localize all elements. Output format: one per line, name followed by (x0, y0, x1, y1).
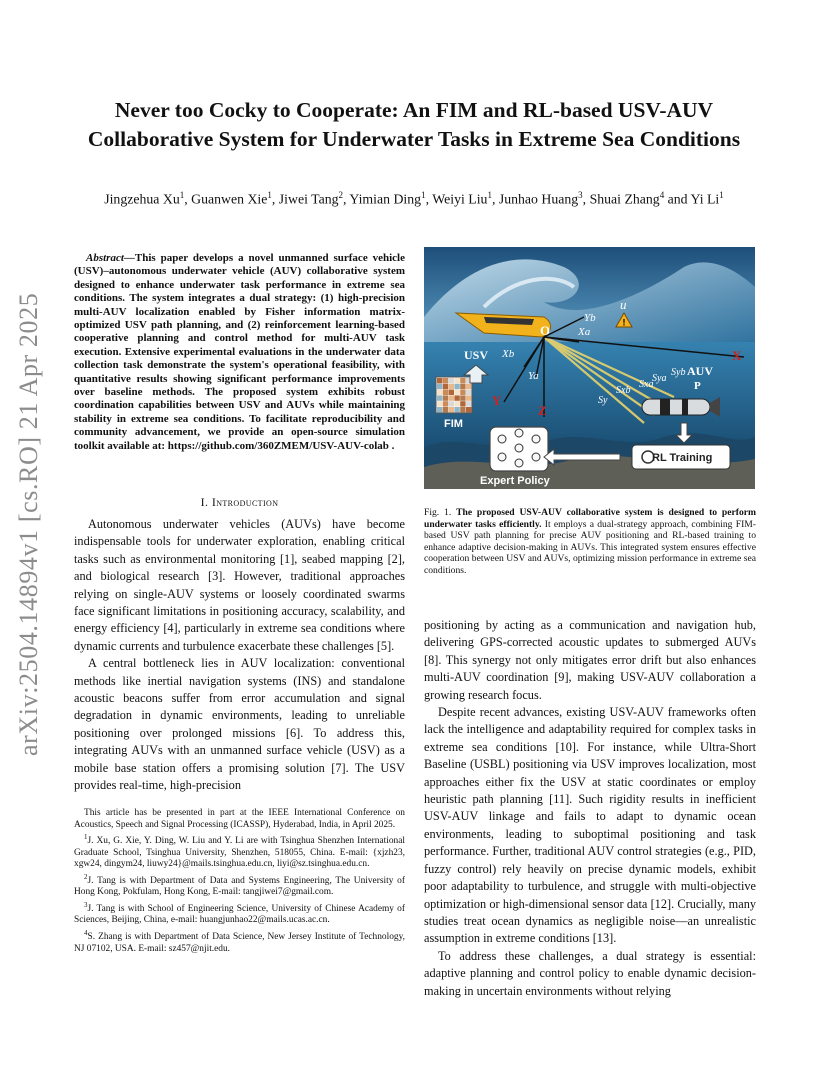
figure-illustration (424, 247, 755, 489)
author-affiliation: 1 (179, 190, 185, 200)
fim-cell (449, 401, 454, 406)
footnote (74, 900, 405, 927)
fim-cell (449, 390, 454, 395)
paper-title: Never too Cocky to Cooperate: An FIM and RL-based USV-AUV Collaborative System for Underwater Tasks in Extreme Sea Conditions (87, 98, 741, 151)
figure-caption (424, 507, 756, 576)
author-affiliation: 1 (719, 190, 724, 200)
xa-label: Xa (578, 326, 591, 338)
fim-cell (454, 395, 459, 400)
fim-cell (454, 401, 459, 406)
figure-1 (424, 247, 755, 489)
yb-label: Yb (584, 312, 596, 324)
author-name: Yi Li (690, 191, 720, 207)
fim-cell (460, 378, 465, 383)
fim-cell (466, 384, 471, 389)
caption-label: Fig. 1. (424, 507, 452, 518)
author-affiliation: 4 (659, 190, 665, 200)
fim-cell (449, 384, 454, 389)
x-axis-label: X (732, 348, 742, 363)
fim-cell (443, 378, 448, 383)
abstract: Abstract—This paper develops a novel unmanned surface vehicle (USV)–autonomous underwater vehicle (AUV) collaborative system designed to enhance underwater task performance in extreme sea conditions. The system integrates a dual strategy: (1) high-precision multi-AUV localization enabled by Fisher information matrix-optimized USV path planning, and (2) reinforcement learning-based cooperative planning and control method for multi-AUV task execution. Extensive experimental evaluations in the underwater data collection task demonstrate the system's operational feasibility, with quantitative results showing significant performance improvements over baseline methods. The proposed system exhibits robust coordination capabilities between USV and AUVs while maintaining stability in extreme sea conditions. To facilitate reproducibility and community advancement, we provide an open-source simulation toolkit available at: https://github.com/360ZMEM/USV-AUV-colab . (74, 252, 405, 452)
footnote-marker: 3 (84, 900, 88, 909)
section-heading (74, 495, 405, 510)
footnote-marker: 2 (84, 872, 88, 881)
rl-training-label: RL Training (652, 452, 713, 464)
footnote (74, 928, 405, 955)
author-name: Weiyi Liu (432, 191, 488, 207)
section-number: I. (200, 495, 209, 509)
expert-policy-label: Expert Policy (480, 475, 550, 487)
fim-cell (466, 395, 471, 400)
fim-cell (437, 384, 442, 389)
fim-cell (460, 390, 465, 395)
author-name: Yimian Ding (349, 191, 422, 207)
author-name: Guanwen Xie (191, 191, 268, 207)
author-affiliation: 1 (421, 190, 426, 200)
fim-cell (466, 390, 471, 395)
fim-cell (443, 384, 448, 389)
footnote-text: J. Tang is with Department of Data and Systems Engineering, The University of Hong Kong, Pokfulam, Hong Kong, E-mail: tangjiwei7@gmail.com. (74, 875, 405, 898)
fim-matrix-icon (436, 377, 472, 413)
fim-cell (443, 401, 448, 406)
fim-cell (466, 407, 471, 412)
paragraph: A central bottleneck lies in AUV localization: conventional methods like inertial navigation systems (INS) and standalone acoustic beacons suffer from error accumulation and signal degradation in dynamic environments, leading to unreliable positioning over prolonged missions [6]. To address this, integrating AUVs with an unmanned surface vehicle (USV) as a mobile base station offers a promising solution [7]. The USV provides real-time, high-precision (74, 656, 405, 793)
s-xa-label: Sxa (639, 379, 654, 390)
caption-bold: The proposed USV-AUV collaborative system is designed to perform underwater tasks efficiently. (424, 507, 756, 530)
auv-label: AUV (687, 364, 713, 378)
fim-cell (449, 395, 454, 400)
footnotes (74, 808, 405, 956)
fim-cell (437, 378, 442, 383)
paragraph: To address these challenges, a dual strategy is essential: adaptive planning and control policy to enable dynamic decision-making in uncertain environments without relying (424, 948, 756, 998)
origin-label: O (540, 323, 551, 338)
author-affiliation: 3 (578, 190, 583, 200)
footnote (74, 872, 405, 899)
caption-text: It employs a dual-strategy approach, combining FIM-based USV path planning for precise AUV positioning and RL-based training to enhance adaptive decision-making in AUVs. This integrated system ensures effective cooperation between USV and AUVs, optimizing mission performance in extreme sea conditions. (424, 518, 756, 576)
fim-cell (443, 407, 448, 412)
abstract-label: Abstract (86, 252, 124, 264)
footnote-text: J. Xu, G. Xie, Y. Ding, W. Liu and Y. Li are with Tsinghua Shenzhen International Graduate School, Tsinghua University, Shenzhen, 518055, China. E-mail: {xjzh23, xgw24, dingym24, liuwy24}@mails.tsinghua.edu.cn, liyi@sz.tsinghua.edu.cn. (74, 836, 405, 870)
fim-cell (454, 378, 459, 383)
abstract-text: This paper develops a novel unmanned surface vehicle (USV)–autonomous underwater vehicle (AUV) collaborative system designed to enhance underwater task performance in extreme sea conditions. The system integrates a dual strategy: (1) high-precision multi-AUV localization enabled by Fisher information matrix-optimized USV path planning, and (2) reinforcement learning-based cooperative planning and control method for multi-AUV task execution. Extensive experimental evaluations in the underwater data collection task demonstrate the system's operational feasibility, with quantitative results showing significant performance improvements over baseline methods. The proposed system exhibits robust coordination capabilities between USV and AUVs while maintaining stability in extreme sea conditions. To facilitate reproducibility and community advancement, we provide an open-source simulation toolkit available at: https://github.com/360ZMEM/USV-AUV-colab . (74, 252, 405, 452)
ya-label: Ya (528, 370, 539, 382)
footnote-text: S. Zhang is with Department of Data Science, New Jersey Institute of Technology, NJ 07102, USA. E-mail: sz457@njit.edu. (74, 932, 405, 954)
right-body-text (424, 617, 756, 1000)
fim-cell (454, 407, 459, 412)
author-affiliation: 1 (487, 190, 492, 200)
author-list: Jingzehua Xu$^1$, Guanwen Xie$^1$, Jiwei Tang$^2$, Yimian Ding$^1$, Weiyi Liu$^1$, Junhao Huang$^3$, Shuai Zhang$^4$ and Yi Li$^1$ (104, 190, 724, 207)
fim-cell (437, 390, 442, 395)
author-affiliation: 2 (338, 190, 343, 200)
usv-label: USV (464, 348, 489, 362)
fim-cell (454, 384, 459, 389)
author-name: Shuai Zhang (589, 191, 660, 207)
left-body-text (74, 516, 405, 795)
xb-label: Xb (502, 348, 515, 360)
s-yb-label: Syb (671, 367, 686, 378)
z-axis-label: Z (538, 403, 547, 418)
paragraph: positioning by acting as a communication and navigation hub, delivering GPS-corrected acoustic updates to submerged AUVs [8]. This synergy not only mitigates error drift but also enhances multi-AUV coordination [9], making USV-AUV collaboration a growing research focus. (424, 618, 756, 702)
fim-cell (466, 401, 471, 406)
svg-text:!: ! (622, 317, 626, 328)
fim-cell (460, 384, 465, 389)
fim-cell (460, 407, 465, 412)
author-name: Junhao Huang (498, 191, 579, 207)
arxiv-stamp: arXiv:2504.14894v1 [cs.RO] 21 Apr 2025 (14, 292, 43, 756)
fim-cell (443, 390, 448, 395)
y-axis-label: Y (492, 393, 502, 408)
section-title: Introduction (211, 495, 279, 509)
u-label: u (620, 297, 627, 312)
fim-cell (443, 395, 448, 400)
author-name: Jiwei Tang (278, 191, 339, 207)
fim-cell (437, 407, 442, 412)
s-ya-label: Sya (652, 373, 667, 384)
fim-cell (460, 401, 465, 406)
fim-cell (454, 390, 459, 395)
fim-cell (437, 401, 442, 406)
footnote (74, 832, 405, 871)
expert-policy-network-icon (490, 427, 548, 471)
footnote (74, 808, 405, 831)
author-name: Jingzehua Xu (104, 191, 180, 207)
author-affiliation: 1 (267, 190, 272, 200)
paragraph: Despite recent advances, existing USV-AUV frameworks often lack the intelligence and adaptability required for complex tasks in extreme sea conditions [10]. For instance, while Ultra-Short Baseline (USBL) positioning via USV improves localization, most approaches either fix the USV at static coordinates or employ heuristic path planning [11]. Such rigidity results in inefficient USV-AUV linkage and fails to adapt to dynamic ocean environments, leading to suboptimal positioning and task performance. Further, traditional AUV control strategies (e.g., PID, fuzzy control) rely heavily on precise dynamic models, exhibit poor adaptability to turbulence, and struggle with multi-objective optimization or high-dimensional sensor data [12]. Crucially, many studies treat ocean dynamics as negligible noise—an unrealistic assumption in extreme conditions [13]. (424, 705, 756, 946)
footnote-marker: 1 (84, 833, 88, 841)
fim-label: FIM (444, 418, 463, 430)
fim-cell (449, 407, 454, 412)
s-y-label: Sy (598, 395, 608, 406)
s-xb-label: Sxb (616, 385, 631, 396)
footnote-marker: 4 (84, 928, 88, 937)
fim-cell (437, 395, 442, 400)
fim-cell (449, 378, 454, 383)
footnote-text: J. Tang is with School of Engineering Science, University of Chinese Academy of Sciences, Beijing, China, e-mail: huangjunhao22@mails.ucas.ac.cn. (74, 903, 405, 926)
paragraph: Autonomous underwater vehicles (AUVs) have become indispensable tools for underwater exploration, enabling critical tasks such as environmental monitoring [1], seabed mapping [2], and biological research [3]. However, traditional approaches relying on single-AUV systems or loosely coordinated swarms face significant limitations in positioning accuracy, scalability, and energy efficiency [4], particularly in extreme sea conditions where dynamic currents and turbulence exacerbate these challenges [5]. (74, 517, 405, 653)
p-label: P (694, 380, 701, 392)
footnote-text: This article has be presented in part at the IEEE International Conference on Acoustics, Speech and Signal Processing (ICASSP), Hyderabad, India, in April 2025. (74, 808, 405, 830)
fim-cell (460, 395, 465, 400)
